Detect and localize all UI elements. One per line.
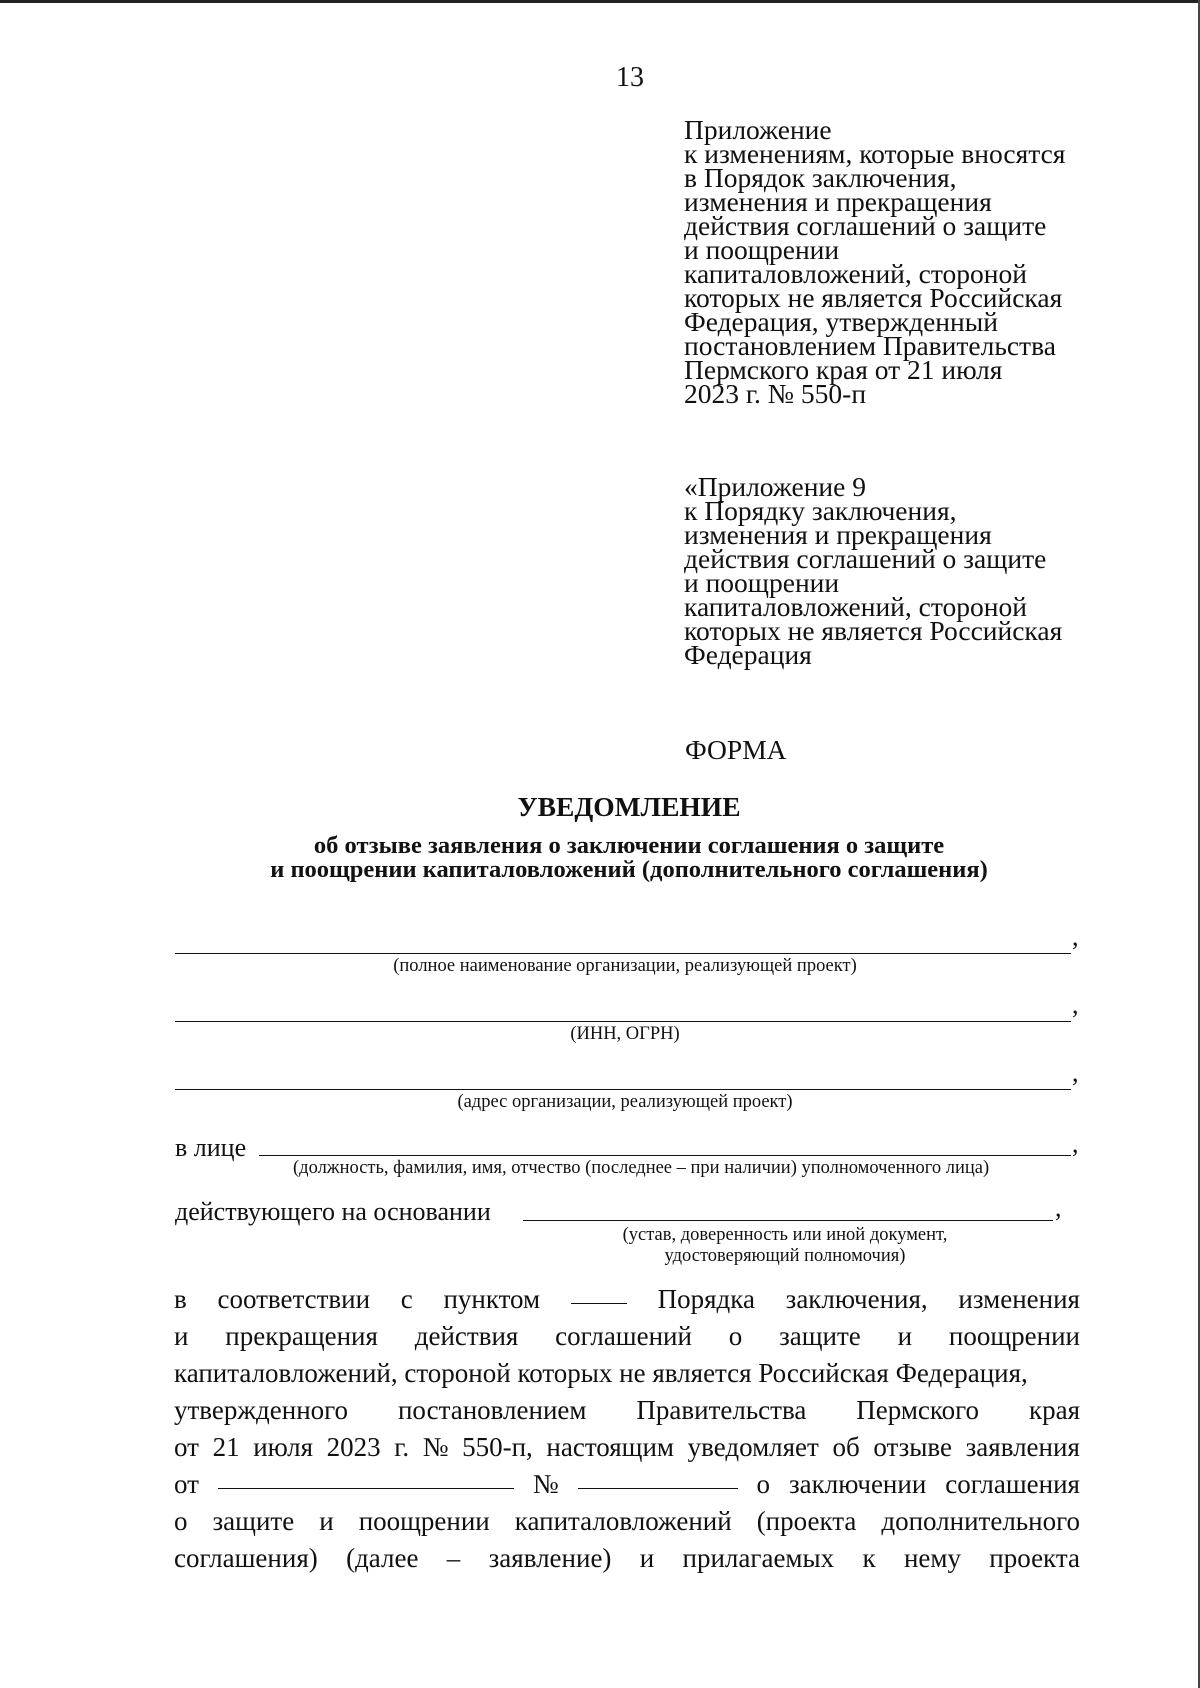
basis-line[interactable] <box>523 1197 1053 1221</box>
word: 550-п, <box>462 1432 533 1462</box>
person-prefix: в лице <box>175 1133 247 1162</box>
appendix-9-line: «Приложение 9 <box>684 471 866 502</box>
person-field <box>175 1129 1079 1189</box>
body-line-2 <box>174 1318 1080 1355</box>
word: соглашений <box>555 1321 692 1351</box>
basis-caption-line-2: удостоверяющий полномочия) <box>664 1246 906 1266</box>
word: (далее <box>346 1543 419 1573</box>
word: соглашения <box>945 1469 1080 1499</box>
word: от <box>174 1432 199 1462</box>
page-number: 13 <box>616 62 644 93</box>
word: от <box>174 1469 199 1499</box>
appendix-header-line: постановлением Правительства <box>684 330 1056 361</box>
word: заключения, <box>785 1284 928 1314</box>
appendix-header-line: Федерация, утвержденный <box>684 306 998 337</box>
word: защите <box>779 1321 861 1351</box>
word: заключении <box>788 1469 927 1499</box>
inn-caption: (ИНН, ОГРН) <box>570 1024 680 1044</box>
word: проекта <box>989 1543 1080 1573</box>
appendix-header-line: действия соглашений о защите <box>684 210 1047 241</box>
document-title: УВЕДОМЛЕНИЕ <box>517 791 741 822</box>
person-caption: (должность, фамилия, имя, отчество (последнее – при наличии) уполномоченного лица) <box>293 1158 990 1178</box>
address-caption: (адрес организации, реализующей проект) <box>457 1092 793 1112</box>
word: защите <box>212 1506 295 1536</box>
word: Порядка <box>657 1284 755 1314</box>
subtitle-line-2: и поощрении капиталовложений (дополнительного соглашения) <box>270 856 988 883</box>
appendix-9-line: капиталовложений, стороной <box>684 591 1027 622</box>
appendix-header-line: и поощрении <box>684 234 840 265</box>
comma: , <box>1072 1129 1079 1158</box>
basis-prefix: действующего на основании <box>175 1197 491 1226</box>
word: постановлением <box>397 1395 587 1425</box>
word: отзыве <box>873 1432 952 1462</box>
word: к <box>862 1543 876 1573</box>
body-line-3: капиталовложений, стороной которых не является Российская Федерация, <box>174 1358 1028 1388</box>
appendix-header-line: 2023 г. № 550-п <box>684 378 867 409</box>
word: соответствии <box>217 1284 371 1314</box>
appendix-header-line: Приложение <box>684 114 832 145</box>
word: нему <box>903 1543 961 1573</box>
word: соглашения) <box>174 1543 318 1573</box>
address-field <box>175 1058 1079 1116</box>
word: 2023 <box>326 1432 381 1462</box>
appendix-9-line: которых не является Российская <box>684 615 1063 646</box>
word: и <box>174 1321 189 1351</box>
word: Пермского <box>856 1395 980 1425</box>
comma: , <box>1072 922 1079 951</box>
word: прекращения <box>225 1321 378 1351</box>
word: дополнительного <box>881 1506 1080 1536</box>
word: 21 <box>212 1432 240 1462</box>
word: и <box>897 1321 913 1351</box>
word: в <box>174 1284 187 1314</box>
subtitle-line-1: об отзыве заявления о заключении соглашения о защите <box>313 832 945 859</box>
word: о <box>756 1469 771 1499</box>
word: заявление) <box>488 1543 612 1573</box>
word: настоящим <box>546 1432 675 1462</box>
word: июля <box>253 1432 314 1462</box>
word: изменения <box>958 1284 1080 1314</box>
body-line-5 <box>174 1429 1080 1466</box>
appendix-header-line: капиталовложений, стороной <box>684 258 1027 289</box>
number-sign: № <box>532 1469 559 1499</box>
word: Правительства <box>636 1395 807 1425</box>
word: поощрении <box>948 1321 1080 1351</box>
word: прилагаемых <box>682 1543 835 1573</box>
word: о <box>728 1321 743 1351</box>
word: действия <box>414 1321 519 1351</box>
body-line-8 <box>174 1540 1080 1577</box>
clause-number-blank[interactable] <box>571 1281 627 1304</box>
person-line[interactable] <box>259 1133 1071 1156</box>
body-line-6 <box>174 1466 1080 1503</box>
word: заявления <box>965 1432 1080 1462</box>
appendix-header-line: которых не является Российская <box>684 282 1063 313</box>
basis-caption-line-1: (устав, доверенность или иной документ, <box>622 1225 948 1245</box>
document-subtitle <box>0 834 1200 882</box>
basis-caption <box>555 1225 1015 1267</box>
org-name-field <box>175 922 1079 980</box>
word: поощрении <box>358 1506 490 1536</box>
body-line-1 <box>174 1281 1080 1318</box>
comma: , <box>1072 990 1079 1019</box>
word: – <box>446 1543 461 1573</box>
appendix-9-line: к Порядку заключения, <box>684 495 957 526</box>
inn-field <box>175 990 1079 1048</box>
appendix-header-line: изменения и прекращения <box>684 186 992 217</box>
body-line-4 <box>174 1392 1080 1429</box>
appendix-9-header <box>684 471 1104 670</box>
word: пунктом <box>443 1284 541 1314</box>
form-label: ФОРМА <box>685 734 787 765</box>
appendix-9-line: действия соглашений о защите <box>684 543 1047 574</box>
basis-field <box>175 1193 1075 1273</box>
word: № <box>422 1432 449 1462</box>
comma: , <box>1055 1193 1062 1222</box>
org-name-line[interactable] <box>175 930 1071 954</box>
word: с <box>400 1284 413 1314</box>
word: и <box>639 1543 655 1573</box>
appendix-9-line: изменения и прекращения <box>684 519 992 550</box>
appendix-header <box>684 114 1104 409</box>
body-line-7 <box>174 1503 1080 1540</box>
word: утвержденного <box>174 1395 349 1425</box>
word: г. <box>394 1432 410 1462</box>
application-date-blank[interactable] <box>218 1466 514 1489</box>
org-name-caption: (полное наименование организации, реализующей проект) <box>393 956 857 976</box>
word: капиталовложений <box>514 1506 732 1536</box>
comma: , <box>1072 1058 1079 1087</box>
word: и <box>319 1506 334 1536</box>
word: края <box>1028 1395 1080 1425</box>
scan-border-top <box>0 0 1200 3</box>
word: уведомляет <box>687 1432 819 1462</box>
body-paragraph <box>174 1281 1080 1577</box>
appendix-9-line: Федерация <box>684 639 812 670</box>
appendix-header-line: Пермского края от 21 июля <box>684 354 1003 385</box>
word: о <box>174 1506 188 1536</box>
appendix-header-line: в Порядок заключения, <box>684 162 957 193</box>
address-line[interactable] <box>175 1066 1071 1090</box>
word: об <box>832 1432 860 1462</box>
inn-line[interactable] <box>175 998 1071 1022</box>
appendix-header-line: к изменениям, которые вносятся <box>684 138 1066 169</box>
appendix-9-line: и поощрении <box>684 567 840 598</box>
word: (проекта <box>756 1506 857 1536</box>
application-number-blank[interactable] <box>578 1466 738 1489</box>
